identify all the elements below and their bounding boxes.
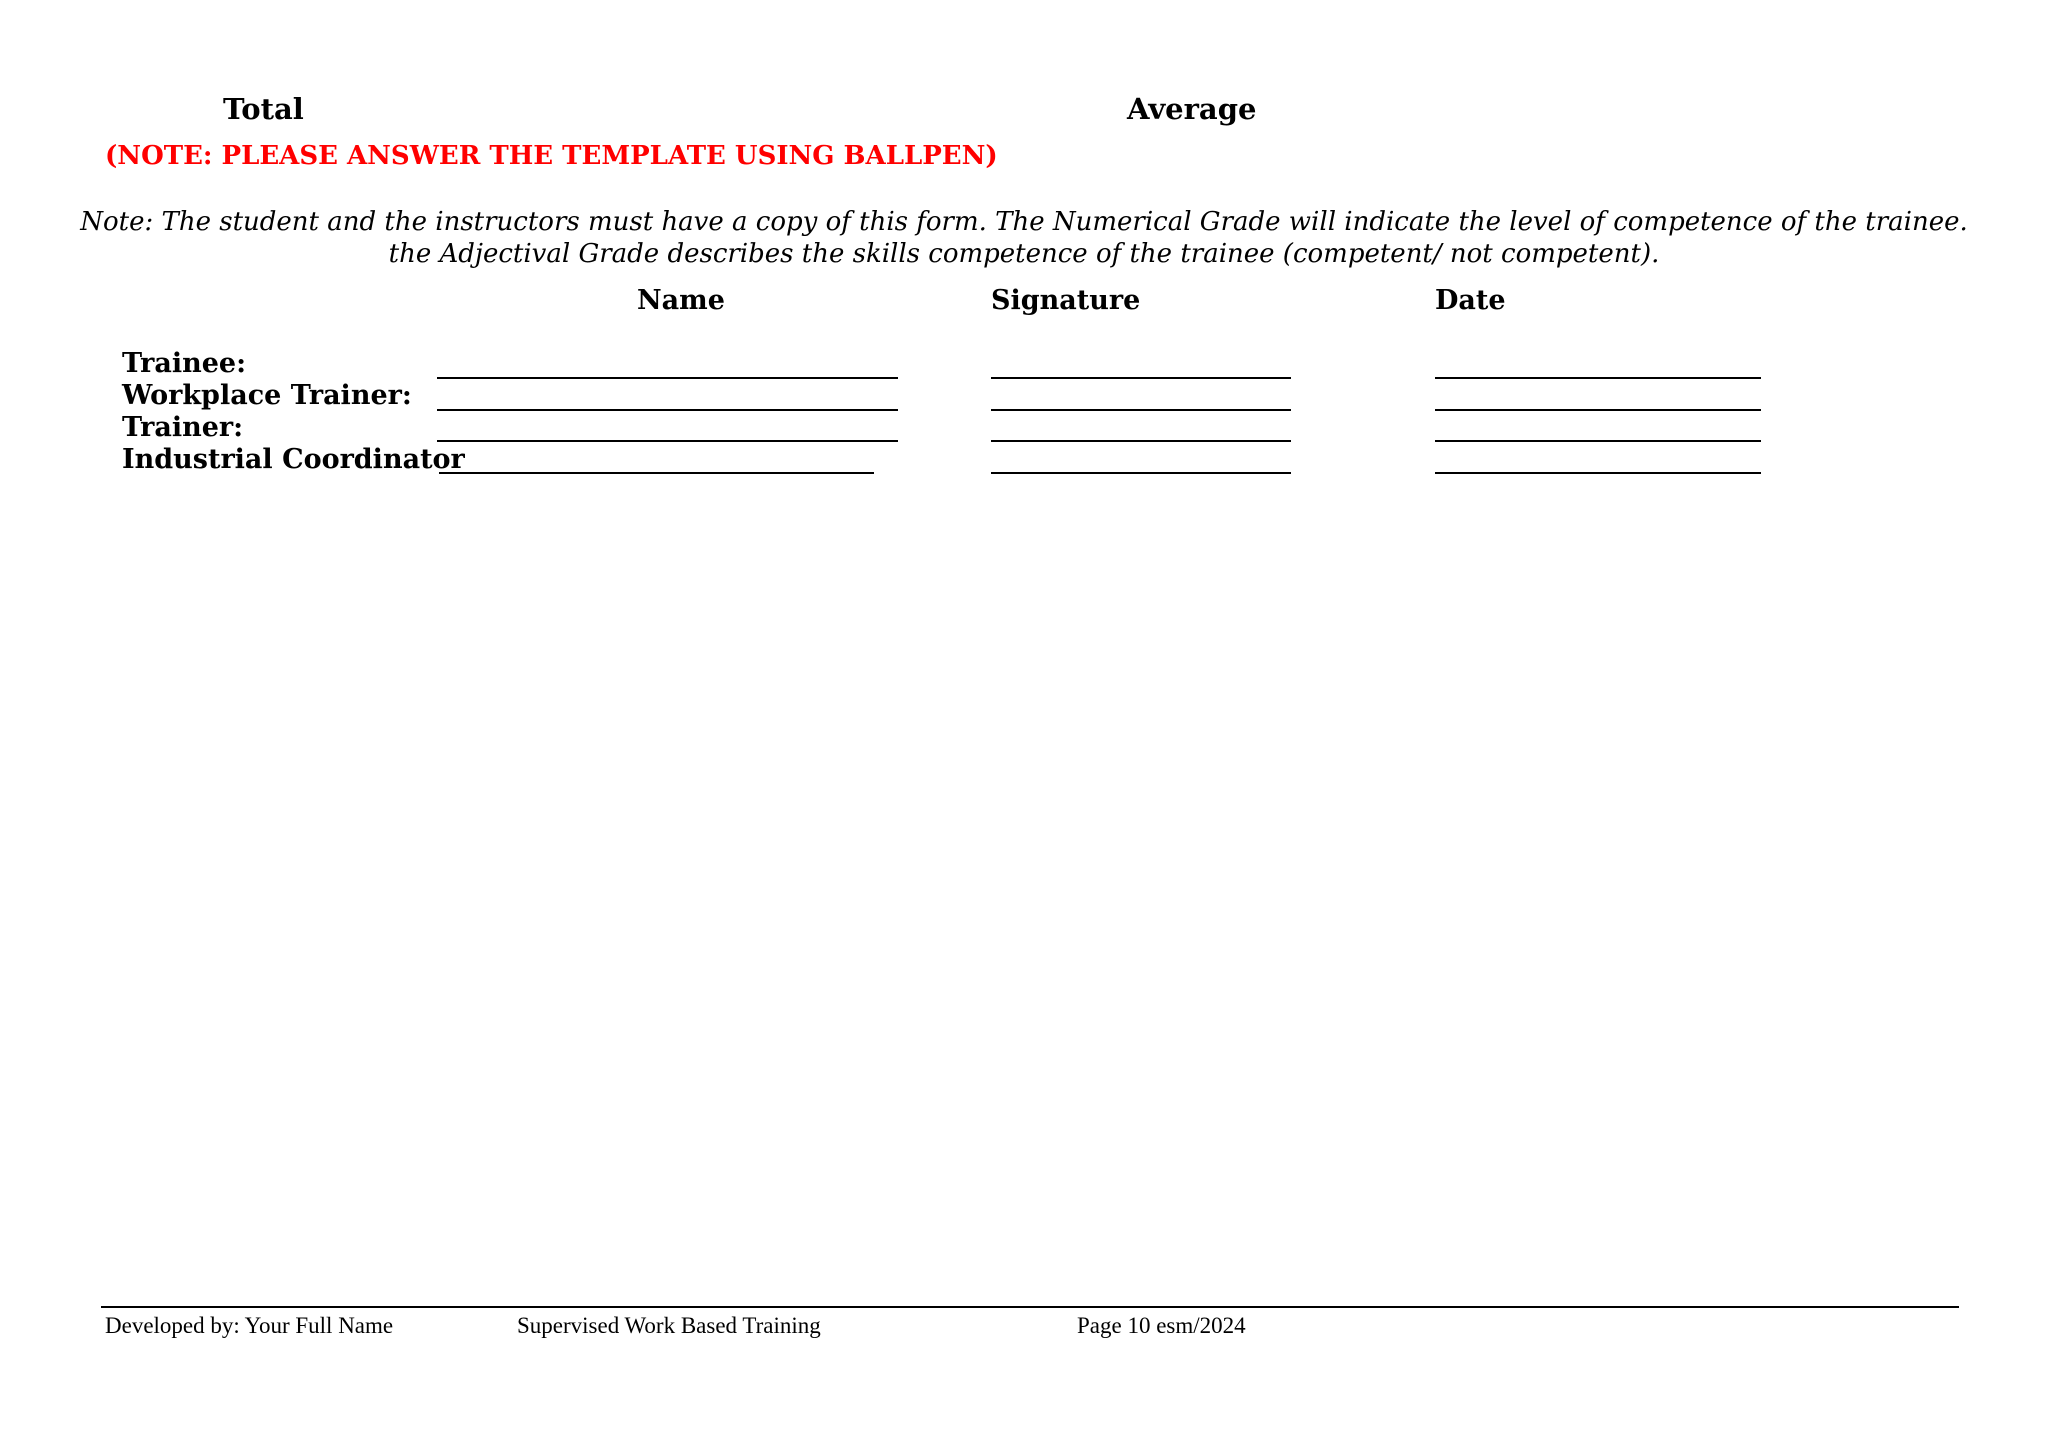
instruction-line-2: the Adjectival Grade describes the skills competence of the trainee (competent/ not competent). [388,239,1660,269]
industrial-coordinator-signature-line[interactable] [991,472,1291,474]
footer-page-number: Page 10 esm/2024 [1077,1313,1246,1338]
footer-divider [101,1306,1959,1308]
row-label-workplace-trainer: Workplace Trainer: [122,380,412,411]
row-label-trainee: Trainee: [122,348,247,379]
ballpen-note: (NOTE: PLEASE ANSWER THE TEMPLATE USING BALLPEN) [105,141,998,171]
row-label-industrial-coordinator: Industrial Coordinator [122,444,465,475]
average-label: Average [1127,92,1257,126]
trainee-name-line[interactable] [437,377,898,379]
trainee-date-line[interactable] [1435,377,1761,379]
industrial-coordinator-name-line[interactable] [439,472,874,474]
instruction-line-1: Note: The student and the instructors must have a copy of this form. The Numerical Grade will indicate the level of competence of the trainee. [80,207,1968,237]
workplace-trainer-signature-line[interactable] [991,409,1291,411]
trainer-date-line[interactable] [1435,440,1761,442]
column-header-signature: Signature [991,285,1141,316]
total-label: Total [223,92,304,126]
column-header-date: Date [1435,285,1506,316]
row-label-trainer: Trainer: [122,412,244,443]
column-header-name: Name [637,285,725,316]
industrial-coordinator-date-line[interactable] [1435,472,1761,474]
workplace-trainer-name-line[interactable] [437,409,898,411]
footer-developed-by: Developed by: Your Full Name [105,1313,394,1338]
trainee-signature-line[interactable] [991,377,1291,379]
footer-course-title: Supervised Work Based Training [517,1313,821,1338]
trainer-signature-line[interactable] [991,440,1291,442]
workplace-trainer-date-line[interactable] [1435,409,1761,411]
trainer-name-line[interactable] [437,440,898,442]
